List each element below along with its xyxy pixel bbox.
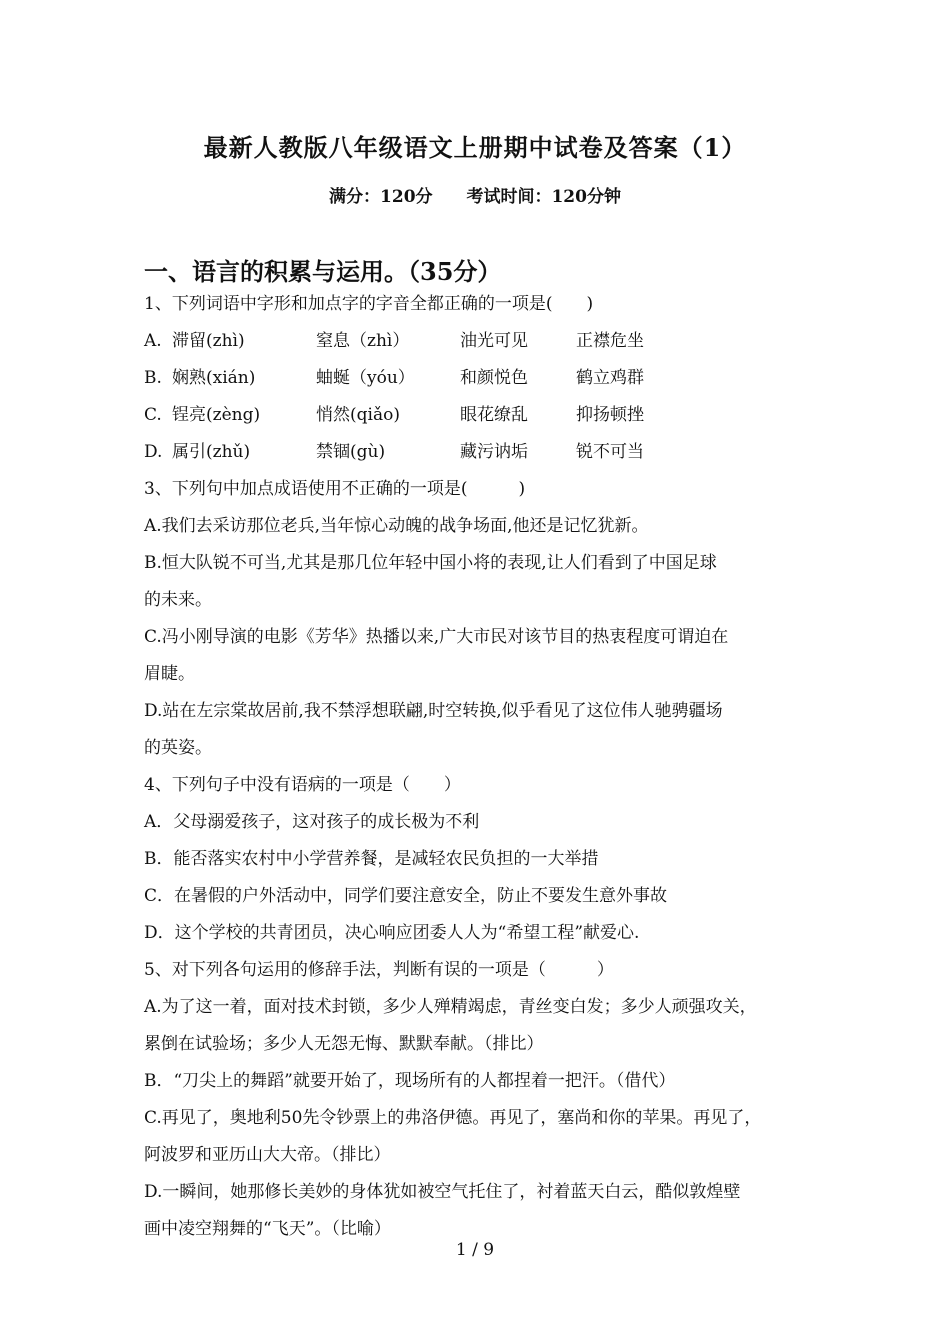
q4-option-c: C．在暑假的户外活动中，同学们要注意安全，防止不要发生意外事故 xyxy=(144,886,668,906)
q1-option-c xyxy=(144,397,816,434)
option-word: 窒息（zhì） xyxy=(316,331,410,351)
option-word: 和颜悦色 xyxy=(460,368,528,388)
option-word: 滞留(zhì) xyxy=(172,331,245,351)
option-word: 藏污讷垢 xyxy=(460,442,528,462)
q1-option-b xyxy=(144,360,816,397)
option-word: 娴熟(xián) xyxy=(172,368,256,388)
q5-option-a: A.为了这一着，面对技术封锁，多少人殚精竭虑，青丝变白发；多少人顽强攻关， xyxy=(144,997,757,1017)
option-word: 抑扬顿挫 xyxy=(576,405,644,425)
q5-option-d: D.一瞬间，她那修长美妙的身体犹如被空气托住了，衬着蓝天白云，酷似敦煌壁 xyxy=(144,1182,741,1202)
option-word: 蚰蜒（yóu） xyxy=(316,368,415,388)
q1-option-a xyxy=(144,323,816,360)
q3-option-c-cont: 眉睫。 xyxy=(144,664,195,684)
exam-info xyxy=(0,182,950,207)
q5-option-c-cont: 阿波罗和亚历山大大帝。（排比） xyxy=(144,1145,391,1165)
questions-body xyxy=(144,286,816,1248)
q5-stem: 5、对下列各句运用的修辞手法，判断有误的一项是（ ） xyxy=(144,960,614,980)
option-word: 锐不可当 xyxy=(576,442,644,462)
q3-option-a: A.我们去采访那位老兵,当年惊心动魄的战争场面,他还是记忆犹新。 xyxy=(144,516,649,536)
q4-option-d: D．这个学校的共青团员，决心响应团委人人为“希望工程”献爱心. xyxy=(144,923,640,943)
document-title: 最新人教版八年级语文上册期中试卷及答案（1） xyxy=(203,133,747,162)
q1-stem: 1、下列词语中字形和加点字的字音全都正确的一项是( ) xyxy=(144,294,594,314)
option-label: B. xyxy=(144,368,162,388)
option-label: A. xyxy=(144,331,162,351)
q3-option-d: D.站在左宗棠故居前,我不禁浮想联翩,时空转换,似乎看见了这位伟人驰骋疆场 xyxy=(144,701,723,721)
q4-option-b: B．能否落实农村中小学营养餐，是减轻农民负担的一大举措 xyxy=(144,849,599,869)
option-word: 油光可见 xyxy=(460,331,528,351)
option-label: C. xyxy=(144,405,162,425)
exam-time: 考试时间：120分钟 xyxy=(466,187,621,207)
q4-option-a: A．父母溺爱孩子，这对孩子的成长极为不利 xyxy=(144,812,480,832)
q5-option-c: C.再见了，奥地利50先令钞票上的弗洛伊德。再见了，塞尚和你的苹果。再见了， xyxy=(144,1108,762,1128)
page-number: 1 / 9 xyxy=(455,1240,495,1260)
q3-option-b-cont: 的未来。 xyxy=(144,590,212,610)
q3-stem: 3、下列句中加点成语使用不正确的一项是( ) xyxy=(144,479,526,499)
section-heading: 一、语言的积累与运用。（35分） xyxy=(144,257,502,286)
q5-option-a-cont: 累倒在试验场；多少人无怨无悔、默默奉献。（排比） xyxy=(144,1034,544,1054)
q3-option-b: B.恒大队锐不可当,尤其是那几位年轻中国小将的表现,让人们看到了中国足球 xyxy=(144,553,717,573)
option-word: 眼花缭乱 xyxy=(460,405,528,425)
q5-option-b: B．“刀尖上的舞蹈”就要开始了，现场所有的人都捏着一把汗。（借代） xyxy=(144,1071,676,1091)
full-score: 满分：120分 xyxy=(329,187,433,207)
q4-stem: 4、下列句子中没有语病的一项是（ ） xyxy=(144,775,461,795)
option-label: D. xyxy=(144,442,163,462)
option-word: 正襟危坐 xyxy=(576,331,644,351)
q5-option-d-cont: 画中凌空翔舞的“飞天”。（比喻） xyxy=(144,1219,391,1239)
q1-option-d xyxy=(144,434,816,471)
q3-option-d-cont: 的英姿。 xyxy=(144,738,212,758)
option-word: 悄然(qiǎo) xyxy=(316,405,400,425)
q3-option-c: C.冯小刚导演的电影《芳华》热播以来,广大市民对该节目的热衷程度可谓迫在 xyxy=(144,627,729,647)
option-word: 锃亮(zèng) xyxy=(172,405,261,425)
option-word: 禁锢(gù) xyxy=(316,442,386,462)
option-word: 属引(zhǔ) xyxy=(172,442,251,462)
option-word: 鹤立鸡群 xyxy=(576,368,644,388)
